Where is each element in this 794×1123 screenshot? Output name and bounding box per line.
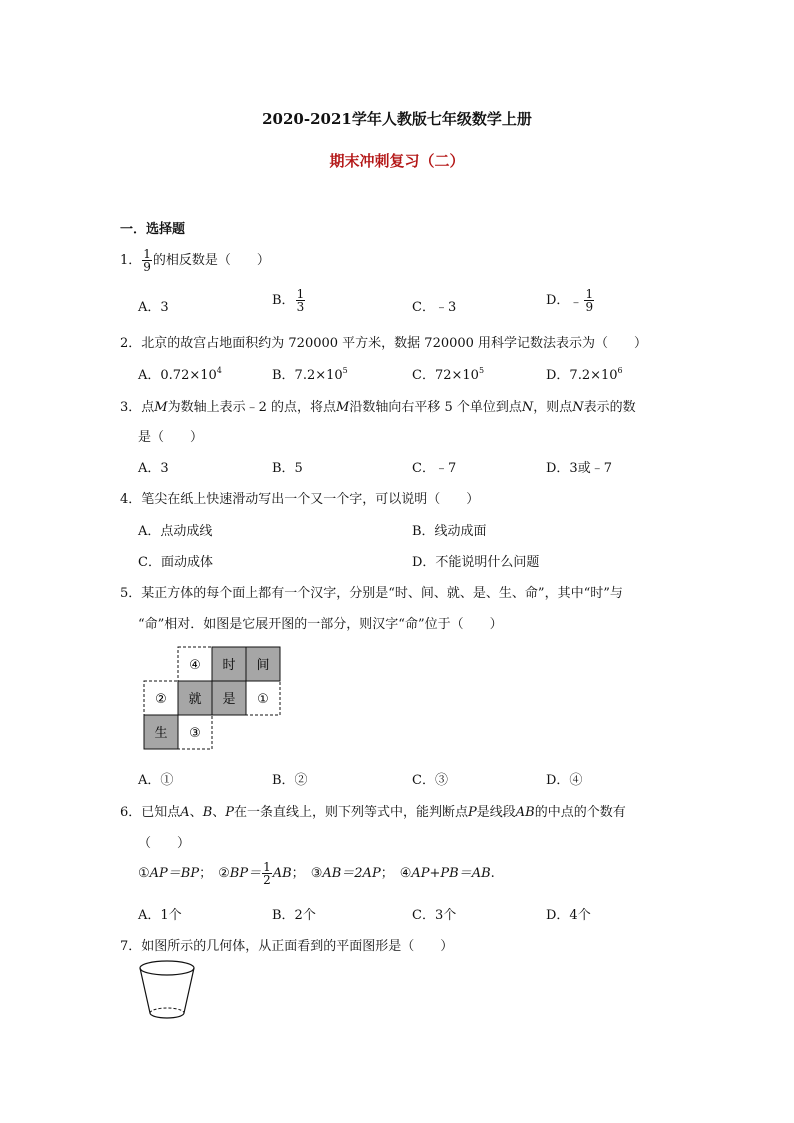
doc-subtitle: 期末冲刺复习（二） [329, 152, 465, 170]
q1-number: 1． [120, 253, 142, 268]
q6-var-p: P [468, 805, 477, 820]
q3-text-4: ，则点 [533, 400, 573, 415]
q6-option-b: B．2个 [272, 908, 316, 923]
q1-frac-numerator: 1 [143, 247, 151, 261]
question-3-stem-line2: 是（ ） [138, 430, 204, 445]
q1-frac-denominator: 9 [143, 260, 151, 274]
question-6-stem-line2: （ ） [138, 836, 191, 851]
q6-cond-4: AP+PB＝AB [411, 866, 491, 881]
q2-b-base: B．7.2×10 [272, 368, 343, 383]
q1-option-d-fraction [584, 288, 594, 313]
cup-bottom-front [150, 1013, 184, 1018]
q1-d-numerator: 1 [585, 287, 594, 301]
q1-option-d [546, 288, 595, 313]
question-5-stem-line2: “命”相对．如图是它展开图的一部分，则汉字“命”位于（ ） [138, 617, 503, 632]
q6-var-ab: AB [515, 805, 535, 820]
cup-top-rim [140, 961, 194, 975]
q3-var-n: N [572, 400, 584, 415]
q4-option-d: D．不能说明什么问题 [412, 555, 540, 570]
q1-b-denominator: 3 [296, 300, 305, 314]
q6-text-1: 6．已知点 [120, 805, 181, 820]
net-label-2: ② [155, 692, 167, 707]
q3-option-b: B．5 [272, 461, 303, 476]
q5-option-d: D．④ [546, 773, 583, 788]
q3-var-m: M [154, 400, 168, 415]
q6-option-a: A．1个 [138, 908, 182, 923]
q2-d-exponent: 6 [617, 366, 623, 375]
q6-semicolon: ； [199, 866, 213, 881]
q2-a-exponent: 4 [216, 366, 222, 375]
q6-var-p: P [225, 805, 235, 820]
q3-text-1: 3．点 [120, 400, 155, 415]
q5-option-a: A．① [138, 773, 174, 788]
section-heading: 一．选择题 [120, 222, 186, 237]
q1-d-denominator: 9 [585, 300, 594, 314]
q1-option-d-sign: ﹣ [569, 295, 583, 310]
q4-option-a: A．点动成线 [138, 524, 213, 539]
q6-cond-3-label: ③ [310, 866, 323, 881]
q2-c-base: C．72×10 [412, 368, 479, 383]
cup-left-edge [140, 968, 150, 1013]
cup-solid-figure [138, 958, 200, 1024]
q1-b-numerator: 1 [296, 287, 305, 301]
q3-text-5: 表示的数 [583, 400, 636, 415]
q4-option-b: B．线动成面 [412, 524, 487, 539]
cup-right-edge [184, 968, 194, 1013]
q6-semicolon: ； [380, 866, 394, 881]
q6-text-4: 的中点的个数有 [534, 805, 626, 820]
q1-option-b-fraction [296, 288, 306, 313]
q3-var-n: N [521, 400, 534, 415]
net-label-jiu: 就 [188, 692, 202, 707]
q2-option-b [272, 364, 348, 383]
q6-text-2: 在一条直线上，则下列等式中，能判断点 [234, 805, 469, 820]
q3-option-a: A．3 [138, 461, 169, 476]
q6-option-d: D．4个 [546, 908, 591, 923]
net-label-4: ④ [189, 658, 201, 673]
cube-net-figure [143, 646, 283, 752]
q6-cond-2-lhs: BP＝ [229, 866, 262, 881]
q1-option-b-label: B． [272, 293, 295, 308]
q6-option-c: C．3个 [412, 908, 457, 923]
q5-option-b: B．② [272, 773, 308, 788]
q3-var-m: M [336, 400, 350, 415]
q1-fraction [142, 248, 152, 273]
question-5-stem: 5．某正方体的每个面上都有一个汉字，分别是“时、间、就、是、生、命”，其中“时”与 [120, 586, 623, 601]
net-label-1: ① [257, 692, 269, 707]
q2-d-base: D．7.2×10 [546, 368, 618, 383]
q6-cond-1: AP＝BP [149, 866, 200, 881]
q2-a-base: A．0.72×10 [138, 368, 217, 383]
q6-cond-2-rhs: AB [272, 866, 292, 881]
question-1-stem [120, 248, 270, 273]
q6-cond-2-label: ② [218, 866, 230, 881]
q6-semicolon: ； [291, 866, 305, 881]
question-6-stem [120, 801, 626, 820]
q6-cond-1-label: ① [138, 866, 150, 881]
q6-cond-4-label: ④ [399, 866, 412, 881]
q6-conditions [138, 861, 495, 886]
net-label-is: 是 [222, 692, 236, 707]
q3-text-3: 沿数轴向右平移 5 个单位到点 [349, 400, 522, 415]
question-4-stem: 4．笔尖在纸上快速滑动写出一个又一个字，可以说明（ ） [120, 492, 480, 507]
q1-option-d-label: D． [546, 293, 570, 308]
q6-period: . [490, 866, 495, 881]
q1-option-b [272, 288, 306, 313]
q3-text-2: 为数轴上表示﹣2 的点，将点 [167, 400, 336, 415]
net-label-shi: 时 [222, 658, 236, 673]
q4-option-c: C．面动成体 [138, 555, 213, 570]
q6-text-3: 是线段 [476, 805, 516, 820]
q3-option-c: C．﹣7 [412, 461, 457, 476]
net-label-sheng: 生 [154, 726, 168, 741]
q6-var-a: A [180, 805, 190, 820]
q3-option-d: D．3或﹣7 [546, 461, 612, 476]
q6-cond-3: AB＝2AP [322, 866, 381, 881]
q1-option-c: C．﹣3 [412, 300, 457, 315]
q6-frac-numerator: 1 [263, 860, 271, 874]
q5-option-c: C．③ [412, 773, 448, 788]
q2-option-c [412, 364, 484, 383]
q6-sep: 、 [189, 805, 203, 820]
q6-sep: 、 [212, 805, 226, 820]
q6-frac-denominator: 2 [263, 873, 271, 887]
q2-option-d [546, 364, 623, 383]
q2-b-exponent: 5 [342, 366, 348, 375]
q2-c-exponent: 5 [478, 366, 485, 375]
question-7-stem: 7．如图所示的几何体，从正面看到的平面图形是（ ） [120, 939, 454, 954]
q6-cond-2-fraction [262, 861, 272, 886]
q1-stem-text: 的相反数是（ ） [152, 253, 270, 268]
net-label-jian: 间 [256, 658, 270, 673]
question-3-stem [120, 396, 636, 415]
q6-var-b: B [202, 805, 213, 820]
q2-option-a [138, 364, 222, 383]
q1-option-a: A．3 [138, 300, 169, 315]
cup-bottom-back [150, 1008, 184, 1013]
net-label-3: ③ [189, 726, 201, 741]
doc-title: 2020-2021学年人教版七年级数学上册 [262, 110, 532, 128]
question-2-stem: 2．北京的故宫占地面积约为 720000 平方米，数据 720000 用科学记数法表示为（ ） [120, 336, 648, 351]
